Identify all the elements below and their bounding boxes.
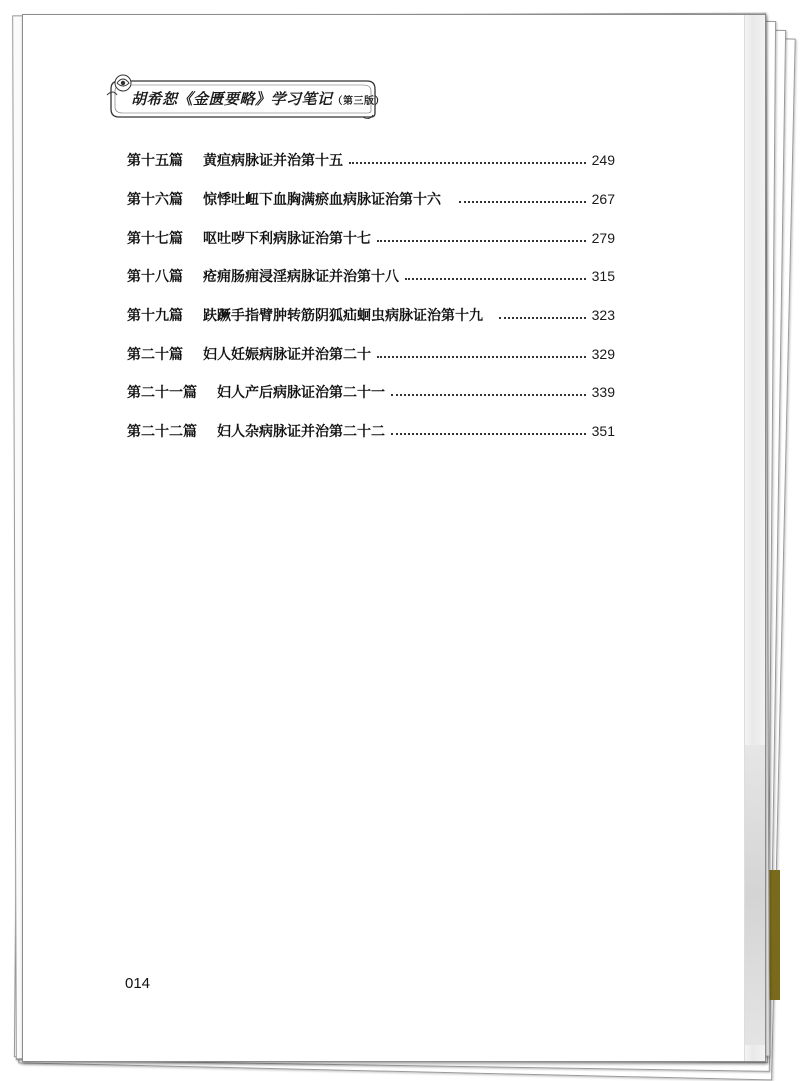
toc-chapter-title: 妇人产后病脉证治第二十一: [217, 385, 385, 402]
toc-entry[interactable]: [127, 141, 615, 180]
toc-page-number: 339: [591, 384, 615, 401]
toc-entry[interactable]: [127, 334, 615, 373]
toc-leader-dots: [377, 240, 586, 242]
toc-page-number: 329: [591, 345, 615, 362]
toc-chapter-title: 黄疸病脉证并治第十五: [203, 153, 343, 170]
toc-chapter-number: 第十六篇: [127, 192, 183, 209]
toc-chapter-title: 妇人杂病脉证并治第二十二: [217, 424, 385, 441]
toc-page-number: 315: [591, 268, 615, 285]
edition-label: （第三版）: [332, 96, 386, 107]
toc-chapter-number: 第十七篇: [127, 230, 183, 247]
toc-chapter-title: 惊悸吐衄下血胸满瘀血病脉证治第十六: [203, 192, 441, 209]
toc-leader-dots: [391, 433, 586, 435]
toc-leader-dots: [459, 201, 586, 203]
toc-chapter-number: 第二十一篇: [127, 385, 197, 402]
toc-entry[interactable]: [127, 373, 615, 412]
toc-page-number: 323: [591, 307, 615, 324]
toc-page-number: 249: [591, 152, 615, 169]
toc-page-number: 279: [591, 229, 615, 246]
page-side-strip: [744, 15, 765, 1061]
book-title-text: 胡希恕《金匮要略》学习笔记: [131, 90, 333, 108]
toc-chapter-title: 疮痈肠痈浸淫病脉证并治第十八: [203, 269, 399, 286]
toc-entry[interactable]: [127, 180, 615, 219]
toc-entry[interactable]: [127, 218, 615, 257]
toc-entry[interactable]: [127, 257, 615, 296]
toc-chapter-title: 妇人妊娠病脉证并治第二十: [203, 346, 371, 363]
toc-chapter-title: 呕吐哕下利病脉证治第十七: [203, 230, 371, 247]
toc-chapter-number: 第十八篇: [127, 269, 183, 286]
book-title: [131, 88, 386, 109]
toc-chapter-number: 第十九篇: [127, 308, 183, 325]
page-number: 014: [125, 975, 151, 992]
toc-leader-dots: [405, 278, 586, 280]
toc-chapter-title: 趺蹶手指臂肿转筋阴狐疝蛔虫病脉证治第十九: [203, 308, 483, 325]
toc-leader-dots: [377, 356, 586, 358]
toc-leader-dots: [499, 317, 586, 319]
toc-chapter-number: 第十五篇: [127, 153, 183, 170]
toc-page-number: 267: [591, 191, 615, 208]
toc-leader-dots: [391, 394, 586, 396]
toc-chapter-number: 第二十二篇: [127, 424, 197, 441]
toc-chapter-number: 第二十篇: [127, 346, 183, 363]
toc-page-number: 351: [591, 423, 615, 440]
toc-leader-dots: [349, 162, 586, 164]
side-strip-band: [745, 745, 765, 1045]
table-of-contents: [127, 141, 615, 451]
toc-entry[interactable]: [127, 296, 615, 335]
toc-entry[interactable]: [127, 412, 615, 451]
header-banner: [105, 73, 386, 121]
book-page: [22, 14, 766, 1062]
